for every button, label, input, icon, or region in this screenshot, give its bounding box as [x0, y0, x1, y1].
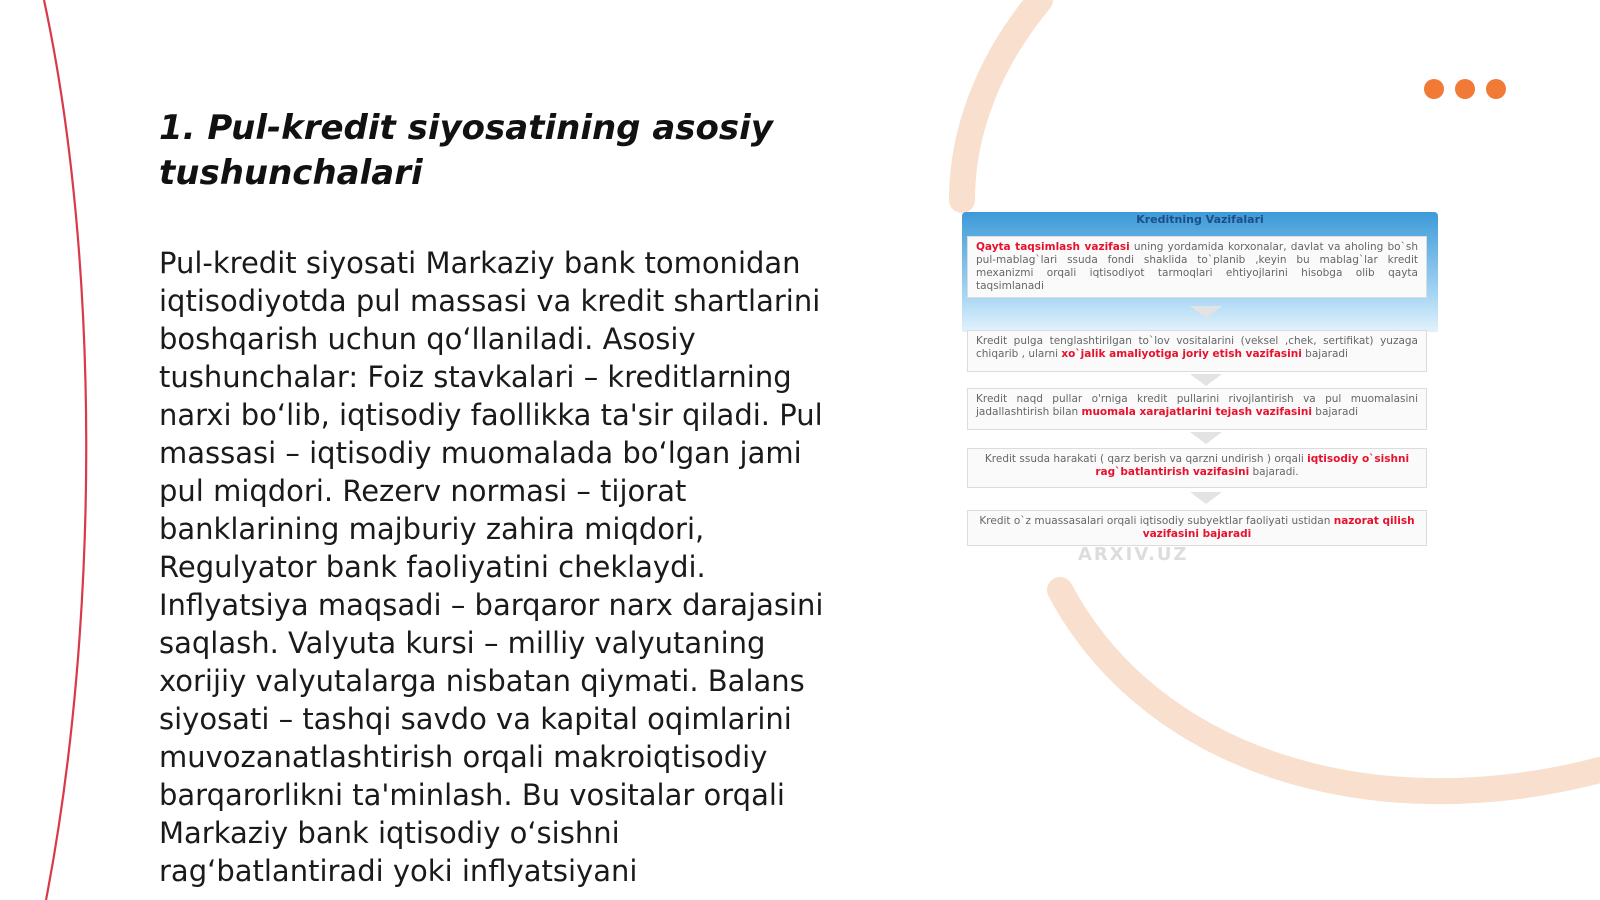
- orange-arc-top: [962, 0, 1040, 200]
- function-box-2-highlight: xo`jalik amaliyotiga joriy etish vazifasini: [1061, 348, 1302, 360]
- function-box-4-tail: bajaradi.: [1249, 466, 1299, 478]
- function-box-4-text: Kredit ssuda harakati ( qarz berish va qarzni undirish ) orqali: [984, 453, 1308, 465]
- function-box-3: [967, 388, 1427, 430]
- function-box-3-tail: bajaradi: [1311, 406, 1359, 418]
- function-box-5: [967, 510, 1427, 546]
- flow-arrow-4: [1190, 492, 1222, 504]
- orange-arc-bottom: [1060, 590, 1600, 791]
- flow-arrow-2: [1190, 374, 1222, 386]
- function-box-4-highlight: iqtisodiy o`sishni rag`batlantirish vazifasini: [1095, 453, 1410, 478]
- dot-1: [1424, 79, 1444, 99]
- function-box-4: [967, 448, 1427, 488]
- credit-functions-picture: [962, 212, 1438, 565]
- function-box-1-highlight: Qayta taqsimlash vazifasi: [976, 241, 1130, 253]
- dot-2: [1455, 79, 1475, 99]
- flow-arrow-3: [1190, 432, 1222, 444]
- function-box-3-highlight: muomala xarajatlarini tejash vazifasini: [1081, 406, 1312, 418]
- picture-header-title: Kreditning Vazifalari: [1136, 213, 1264, 226]
- watermark-text: ARXIV.UZ: [1078, 544, 1189, 565]
- slide-dots: [1424, 79, 1506, 99]
- function-box-2: [967, 330, 1427, 372]
- slide-body-text: Pul-kredit siyosati Markaziy bank tomonidan iqtisodiyotda pul massasi va kredit shartlarini boshqarish uchun qo‘llaniladi. Asosiy tushunchalar: Foiz stavkalari – kreditlarning narxi bo‘lib, iqtisodiy faollikka ta'sir qiladi. Pul massasi – iqtisodiy muomalada bo‘lgan jami pul miqdori. Rezerv normasi – tijorat banklarining majburiy zahira miqdori, Regulyator bank faoliyatini cheklaydi. Inflyatsiya maqsadi – barqaror narx darajasini saqlash. Valyuta kursi – milliy valyutaning xorijiy valyutalarga nisbatan qiymati. Balans siyosati – tashqi savdo va kapital oqimlarini muvozanatlashtirish orqali makroiqtisodiy barqarorlikni ta'minlash. Bu vositalar orqali Markaziy bank iqtisodiy o‘sishni rag‘batlantiradi yoki inflyatsiyani: [159, 246, 824, 888]
- flow-arrow-1: [1190, 306, 1222, 318]
- slide-title: 1. Pul-kredit siyosatining asosiy tushunchalari: [159, 108, 773, 193]
- left-accent-line: [44, 0, 86, 900]
- function-box-1: [967, 236, 1427, 298]
- dot-3: [1486, 79, 1506, 99]
- function-box-5-highlight: nazorat qilish vazifasini bajaradi: [1142, 515, 1415, 540]
- function-box-1-text: uning yordamida korxonalar, davlat va aholing bo`sh pul-mablag`lari ssuda fondi shaklida to`planib ,keyin bu mablag`lar kredit mexanizmi orqali iqtisodiyot tarmoqlari ehtiyojlarini hisobga olib qayta taqsimlanadi: [976, 241, 1418, 292]
- function-box-3-text: Kredit naqd pullar o'rniga kredit pullarini rivojlantirish va pul muomalasini jadallashtirish bilan: [976, 393, 1418, 418]
- function-box-2-tail: bajaradi: [1301, 348, 1348, 360]
- function-box-2-text: Kredit pulga tenglashtirilgan to`lov vositalarini (veksel ,chek, sertifikat) yuzaga chiqarib , ularni: [976, 335, 1418, 360]
- function-box-5-text: Kredit o`z muassasalari orqali iqtisodiy subyektlar faoliyati ustidan: [979, 515, 1334, 527]
